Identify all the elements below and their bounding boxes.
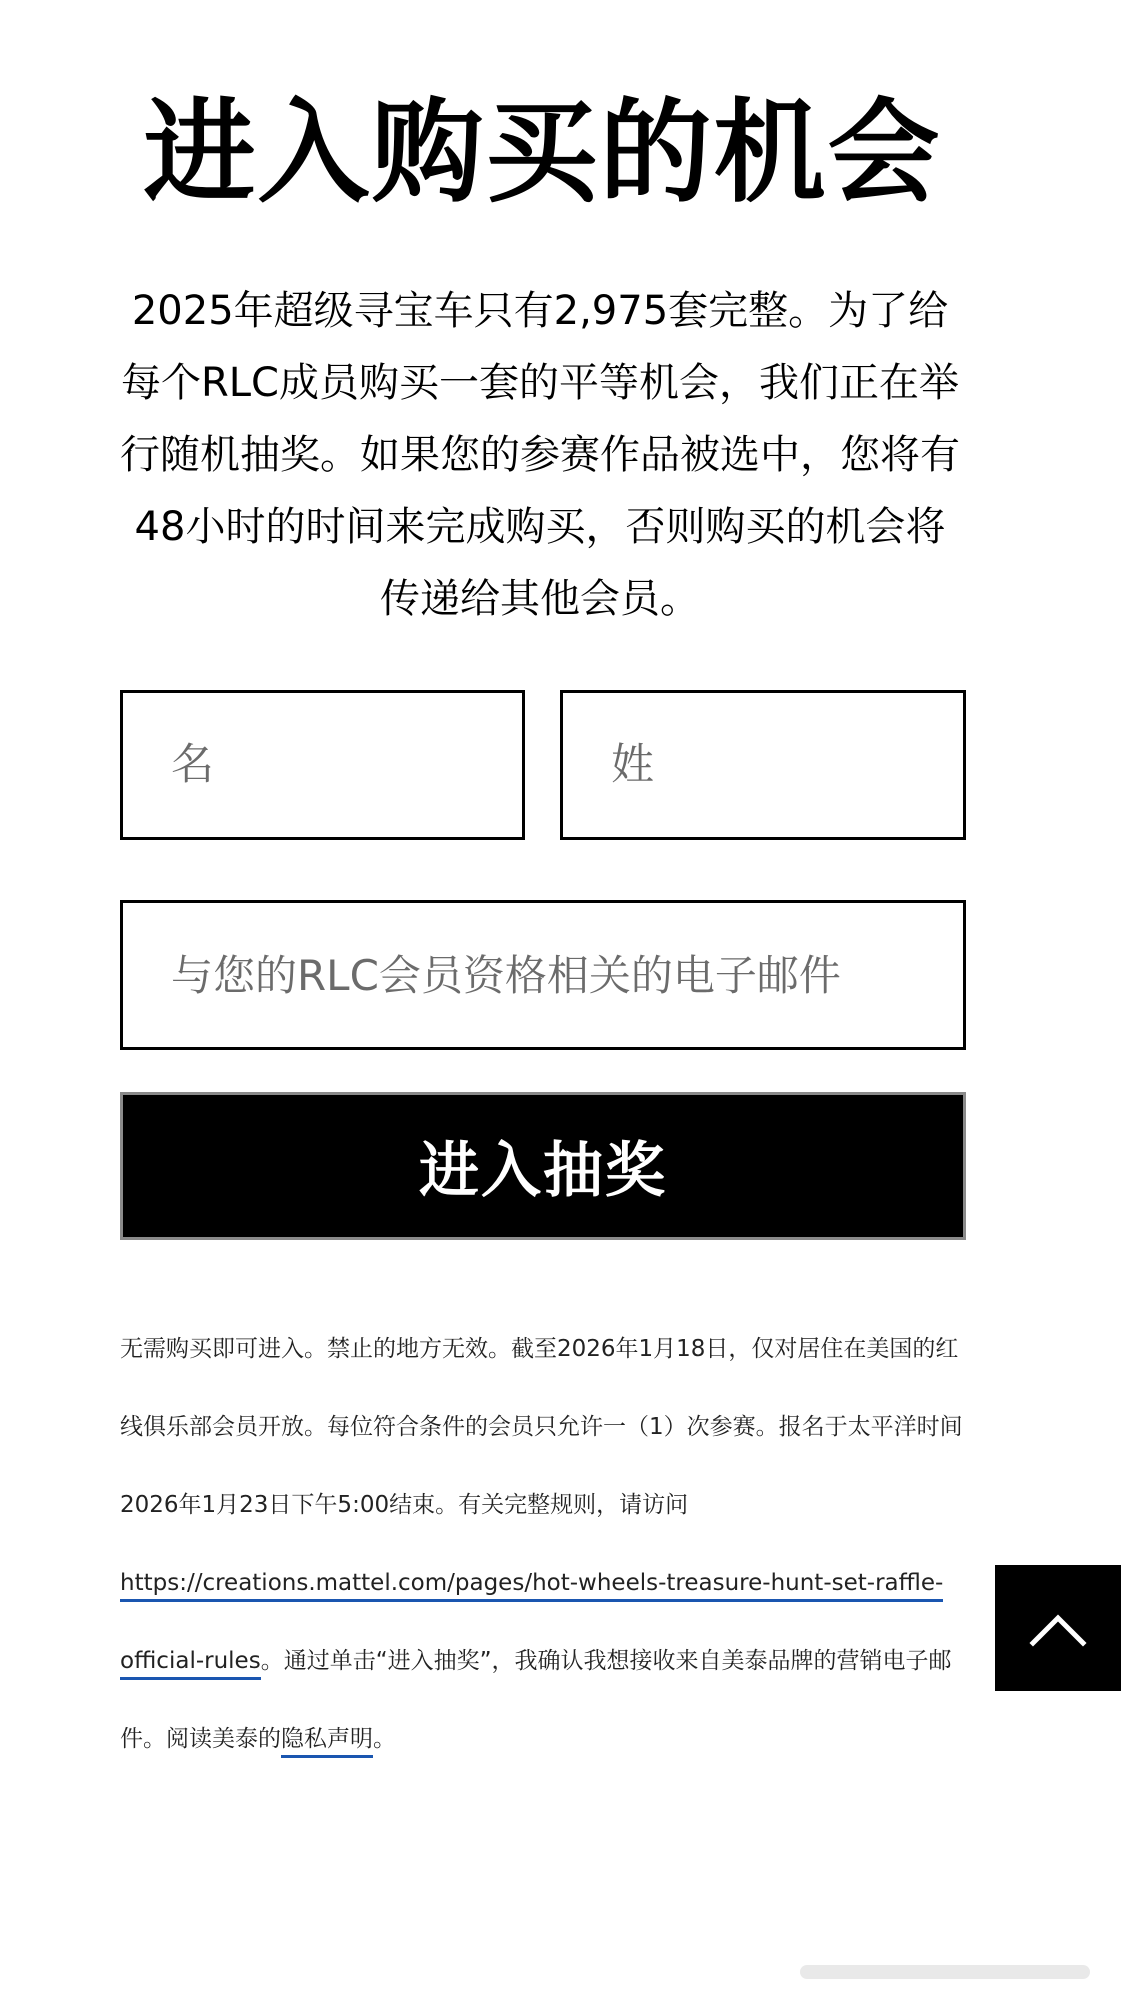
privacy-statement-link[interactable]: 隐私声明 — [281, 1726, 373, 1758]
enter-raffle-button[interactable]: 进入抽奖 — [120, 1092, 966, 1240]
page-title: 进入购买的机会 — [143, 88, 942, 218]
intro-paragraph: 2025年超级寻宝车只有2,975套完整。为了给每个RLC成员购买一套的平等机会，我们正在举行随机抽奖。如果您的参赛作品被选中，您将有48小时的时间来完成购买，否则购买的机会将传递给其他会员。 — [120, 288, 960, 622]
legal-text-marketing: 。通过单击“进入抽奖”，我确认我想接收来自美泰品牌的营销电子邮件。阅读美泰的 — [120, 1648, 952, 1752]
email-input[interactable] — [120, 900, 966, 1050]
back-to-top-button[interactable] — [995, 1565, 1121, 1691]
official-rules-link[interactable]: https://creations.mattel.com/pages/hot-wheels-treasure-hunt-set-raffle-official-rules — [120, 1570, 943, 1680]
legal-text-intro: 无需购买即可进入。禁止的地方无效。截至2026年1月18日，仅对居住在美国的红线俱乐部会员开放。每位符合条件的会员只允许一（1）次参赛。报名于太平洋时间2026年1月23日下午5:00结束。有关完整规则，请访问 — [120, 1336, 963, 1518]
home-indicator — [800, 1965, 1090, 1979]
last-name-input[interactable] — [560, 690, 966, 840]
legal-disclaimer — [120, 1310, 970, 1778]
first-name-input[interactable] — [120, 690, 525, 840]
chevron-up-icon — [1028, 1603, 1088, 1653]
legal-text-end: 。 — [373, 1726, 396, 1752]
